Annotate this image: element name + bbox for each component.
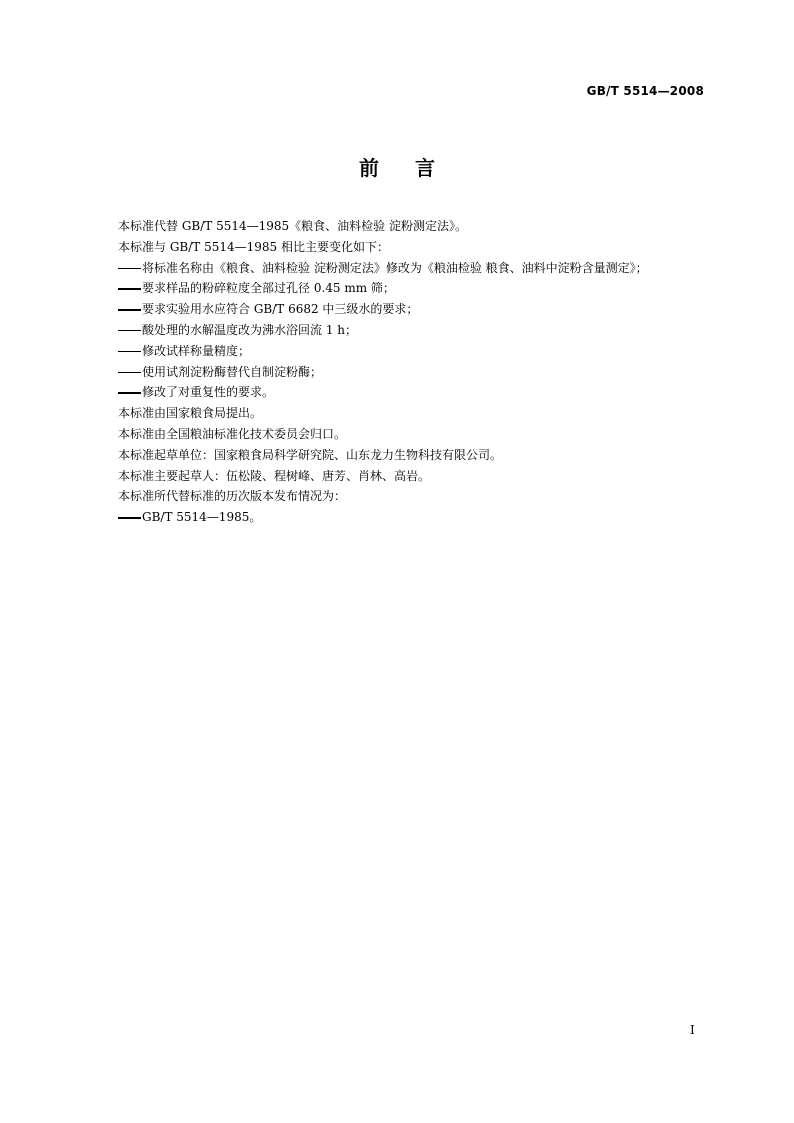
list-item-text: 修改试样称量精度； — [142, 343, 251, 358]
list-item-change — [118, 362, 706, 383]
list-item-history — [118, 507, 706, 528]
list-item-text: 修改了对重复性的要求。 — [142, 385, 275, 400]
list-item-text: 酸处理的水解温度改为沸水浴回流 1 h； — [142, 322, 357, 337]
paragraph-changes-intro: 本标准与 GB/T 5514—1985 相比主要变化如下： — [118, 239, 389, 254]
paragraph-drafters: 本标准主要起草人：伍松陵、程树峰、唐芳、肖林、高岩。 — [118, 468, 431, 483]
list-item-text: 使用试剂淀粉酶替代自制淀粉酶； — [142, 364, 323, 379]
list-item-change — [118, 278, 706, 299]
list-item-text: GB/T 5514—1985。 — [142, 510, 262, 525]
list-item-text: 要求样品的粉碎粒度全部过孔径 0.45 mm 筛； — [142, 281, 395, 296]
list-item-change — [118, 320, 706, 341]
list-item-change — [118, 341, 706, 362]
page-number: I — [690, 1023, 695, 1037]
list-item-text: 将标准名称由《粮食、油料检验 淀粉测定法》修改为《粮油检验 粮食、油料中淀粉含量测定》； — [142, 260, 648, 275]
paragraph-replaces: 本标准代替 GB/T 5514—1985《粮食、油料检验 淀粉测定法》。 — [118, 219, 467, 233]
list-item-change — [118, 382, 706, 403]
standard-code: GB/T 5514—2008 — [586, 84, 704, 98]
page-title: 前言 — [359, 156, 471, 180]
paragraph-history-intro: 本标准所代替标准的历次版本发布情况为： — [118, 489, 347, 504]
list-item-text: 要求实验用水应符合 GB/T 6682 中三级水的要求； — [142, 302, 419, 317]
list-item-change — [118, 258, 706, 279]
paragraph-administered-by: 本标准由全国粮油标准化技术委员会归口。 — [118, 426, 347, 441]
paragraph-proposed-by: 本标准由国家粮食局提出。 — [118, 406, 263, 421]
list-item-change — [118, 299, 706, 320]
paragraph-drafting-units: 本标准起草单位：国家粮食局科学研究院、山东龙力生物科技有限公司。 — [118, 447, 503, 462]
document-body — [118, 216, 706, 528]
